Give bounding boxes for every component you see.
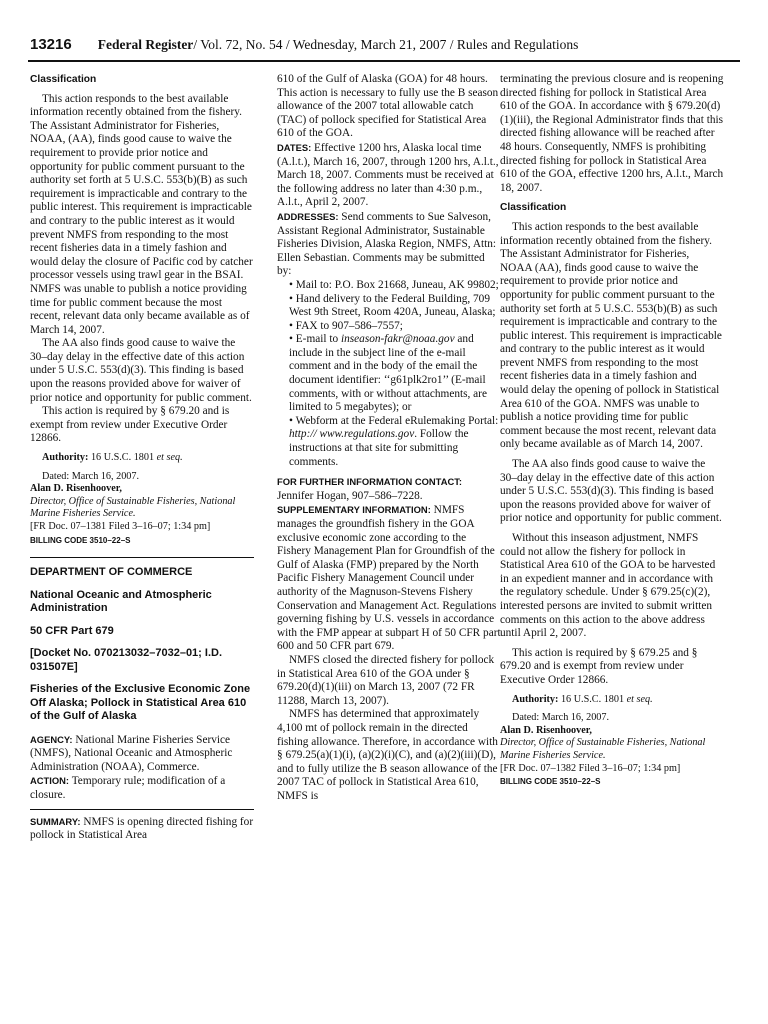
page-header (30, 36, 740, 53)
issue-info: / Vol. 72, No. 54 / Wednesday, March 21, 2007 / Rules and Regulations (193, 37, 579, 52)
column-2 (277, 73, 501, 803)
paragraph: This action is required by § 679.25 and § 679.20 and is exempt from review under Executive Order 12866. (500, 646, 698, 686)
contact-line (277, 475, 501, 503)
paragraph: 610 of the Gulf of Alaska (GOA) for 48 hours. This action is necessary to fully use the B season allowance of the 2007 total allowable catch (TAC) of pollock specified for Statistical Area 610 of the GOA. (277, 73, 499, 140)
classification-heading: Classification (500, 202, 567, 214)
supplementary-text: NMFS manages the groundfish fishery in the GOA exclusive economic zone according to the Fishery Management Plan for Groundfish of the Gulf of Alaska (FMP) prepared by the North Pacific Fishery Management Council under authority of the Magnuson-Stevens Fishery Conservation and Management Act. Regulations governing fishing by U.S. vessels in accordance with the FMP appear at subpart H of 50 CFR part 600 and 50 CFR part 679. (277, 504, 501, 653)
webform-suffix: . Follow the instructions at that site for submitting comments. (289, 428, 469, 468)
paragraph: This action responds to the best available information recently obtained from the fishery. The Assistant Administrator for Fisheries, NOAA (AA), finds good cause to waive the requirement to provide prior notice and opportunity for public comment pursuant to the authority set forth at 5 U.S.C. 553(b)(B) as such requirement is impracticable and contrary to the public interest. This requirement is impracticable and contrary to the public interest as it would prevent NMFS from responding to the most recent fisheries data in a timely fashion and would delay the opening of pollock in Statistical Area 610 of the GOA. NMFS was unable to publish a notice providing time for public comment because the most recent, relevant data only became available as of March 14, 2007. (500, 220, 722, 451)
paragraph: NMFS has determined that approximately 4,100 mt of pollock remain in the directed fishing allowance. Therefore, in accordance with § 679.25(a)(1)(i), (a)(2)(i)(C), and (a)(2)(iii)(D), and to fully utilize the B season allowance of the 2007 TAC of pollock in Statistical Area 610, NMFS is (277, 708, 498, 802)
dated-line: Dated: March 16, 2007. (512, 712, 610, 724)
classification-heading: Classification (30, 74, 97, 85)
action-text: Temporary rule; modification of a closure. (30, 775, 226, 802)
publication-name: Federal Register (97, 37, 194, 52)
dates-line (277, 141, 501, 210)
agency-line (30, 733, 254, 775)
agency-label: AGENCY: (30, 733, 73, 745)
addresses-line (277, 210, 501, 279)
docket-heading: [Docket No. 070213032–7032–01; I.D. 031507E] (30, 647, 223, 673)
signer-title: Director, Office of Sustainable Fisheries, National Marine Fisheries Service. (30, 495, 236, 520)
webform-prefix: • Webform at the Federal eRulemaking Portal: (289, 414, 499, 427)
paragraph: The AA also finds good cause to waive the 30–day delay in the effective date of this action under 5 U.S.C. 553(d)(3). This finding is based upon the reasons provided above for waiver of prior notice and opportunity for public comment. (30, 337, 252, 404)
regulations-link[interactable]: http:// www.regulations.gov (289, 428, 415, 441)
summary-divider (30, 809, 254, 810)
signer-name: Alan D. Risenhoover, (30, 483, 122, 495)
agency-heading: National Oceanic and Atmospheric Administration (30, 588, 212, 615)
dated-line: Dated: March 16, 2007. (42, 470, 140, 482)
billing-code: BILLING CODE 3510–22–S (500, 777, 601, 787)
authority-label: Authority: (42, 452, 89, 464)
action-line (30, 774, 254, 802)
authority-text: 16 U.S.C. 1801 (560, 693, 625, 705)
email-link[interactable]: inseason-fakr@noaa.gov (340, 333, 455, 346)
agency-text: National Marine Fisheries Service (NMFS), National Oceanic and Atmospheric Administration (NOAA), Commerce. (30, 733, 233, 773)
fr-doc-line: [FR Doc. 07–1382 Filed 3–16–07; 1:34 pm] (500, 762, 681, 774)
list-item (277, 415, 501, 469)
authority-etseq: et seq. (626, 693, 653, 705)
column-3 (500, 73, 724, 789)
authority-text: 16 U.S.C. 1801 (90, 452, 155, 464)
summary-line (30, 815, 254, 843)
supplementary-line (277, 503, 501, 654)
list-item: • Mail to: P.O. Box 21668, Juneau, AK 99802; (289, 278, 499, 291)
email-prefix: • E-mail to (289, 333, 341, 346)
signer-name: Alan D. Risenhoover, (500, 724, 592, 736)
fr-doc-line: [FR Doc. 07–1381 Filed 3–16–07; 1:34 pm] (30, 521, 211, 532)
authority-line (30, 452, 254, 465)
column-1 (30, 73, 254, 843)
paragraph: NMFS closed the directed fishery for pollock in Statistical Area 610 of the GOA under § 679.20(d)(1)(iii) on March 13, 2007 (72 FR 11288, March 13, 2007). (277, 653, 495, 707)
addresses-text: Send comments to Sue Salveson, Assistant Regional Administrator, Sustainable Fisheries Division, Alaska Region, NMFS, Attn: Ellen Sebastian. Comments may be submitted by: (277, 210, 497, 278)
contact-label: FOR FURTHER INFORMATION CONTACT: (277, 476, 463, 488)
summary-label: SUMMARY: (30, 815, 81, 827)
list-item: • Hand delivery to the Federal Building, 709 West 9th Street, Room 420A, Juneau, Alaska; (289, 292, 496, 319)
authority-etseq: et seq. (156, 452, 183, 464)
authority-label: Authority: (512, 693, 559, 705)
header-rule (28, 60, 740, 62)
paragraph: Without this inseason adjustment, NMFS could not allow the fishery for pollock in Statistical Area 610 of the GOA to be harvested in an expedient manner and in accordance with the regulatory schedule. Under § 679.25(c)(2), interested persons are invited to submit written comments on this action to the above address until April 2, 2007. (500, 532, 716, 640)
paragraph: terminating the previous closure and is reopening directed fishing for pollock in Statistical Area 610 of the GOA. In accordance with § 679.20(d)(1)(iii), the Regional Administrator finds that this directed fishing allowance will be reached after 48 hours. Consequently, NMFS is prohibiting directed fishing for pollock in Statistical Area 610 of the GOA, effective 1200 hrs, A.l.t., March 18, 2007. (500, 73, 724, 194)
billing-code: BILLING CODE 3510–22–S (30, 535, 131, 545)
supplementary-label: SUPPLEMENTARY INFORMATION: (277, 504, 431, 516)
paragraph: The AA also finds good cause to waive the 30–day delay in the effective date of this action under 5 U.S.C. 553(d)(3). This finding is based upon the reasons provided above for waiver of prior notice and opportunity for public comment. (500, 458, 722, 525)
signer-title: Director, Office of Sustainable Fisheries, National Marine Fisheries Service. (500, 737, 706, 761)
paragraph: This action responds to the best available information recently obtained from the fishery. The Assistant Administrator for Fisheries, NOAA, (AA), finds good cause to waive the requirement to provide prior notice and opportunity for public comment pursuant to the authority set forth at 5 U.S.C. 553(b)(B) as such requirement is impracticable and contrary to the public interest. This requirement is impracticable and contrary to the public interest as it would prevent NMFS from responding to the most recent fisheries data in a timely fashion and would delay the closure of Pacific cod by catcher processor vessels using trawl gear in the BSAI. NMFS was unable to publish a notice providing time for public comment because the most recent, relevant data only became available as of March 14, 2007. (30, 92, 253, 336)
dates-label: DATES: (277, 141, 312, 153)
action-label: ACTION: (30, 775, 70, 787)
email-suffix: and include in the subject line of the e-mail comment and in the body of the email the document identifier: ‘‘g61plk2ro1’’ (E-mail comments, with or without attachments, are limited to 5 megabytes); or (289, 333, 487, 414)
cfr-heading: 50 CFR Part 679 (30, 624, 114, 637)
addresses-label: ADDRESSES: (277, 210, 339, 222)
page-number: 13216 (30, 36, 72, 53)
dates-text: Effective 1200 hrs, Alaska local time (A.l.t.), March 16, 2007, through 1200 hrs, A.l.t., March 18, 2007. Comments must be received at the following address no later than 4:30 p.m., A.l.t., April 2, 2007. (277, 141, 499, 209)
paragraph: This action is required by § 679.20 and is exempt from review under Executive Order 12866. (30, 405, 230, 445)
section-divider (30, 557, 254, 558)
list-item: • FAX to 907–586–7557; (289, 319, 403, 332)
list-item (277, 333, 501, 415)
contact-text: Jennifer Hogan, 907–586–7228. (277, 489, 423, 502)
authority-line (500, 694, 724, 707)
summary-text: NMFS is opening directed fishing for pollock in Statistical Area (30, 815, 254, 842)
department-heading: DEPARTMENT OF COMMERCE (30, 566, 193, 579)
rule-title: Fisheries of the Exclusive Economic Zone Off Alaska; Pollock in Statistical Area 610 of the Gulf of Alaska (30, 683, 251, 723)
